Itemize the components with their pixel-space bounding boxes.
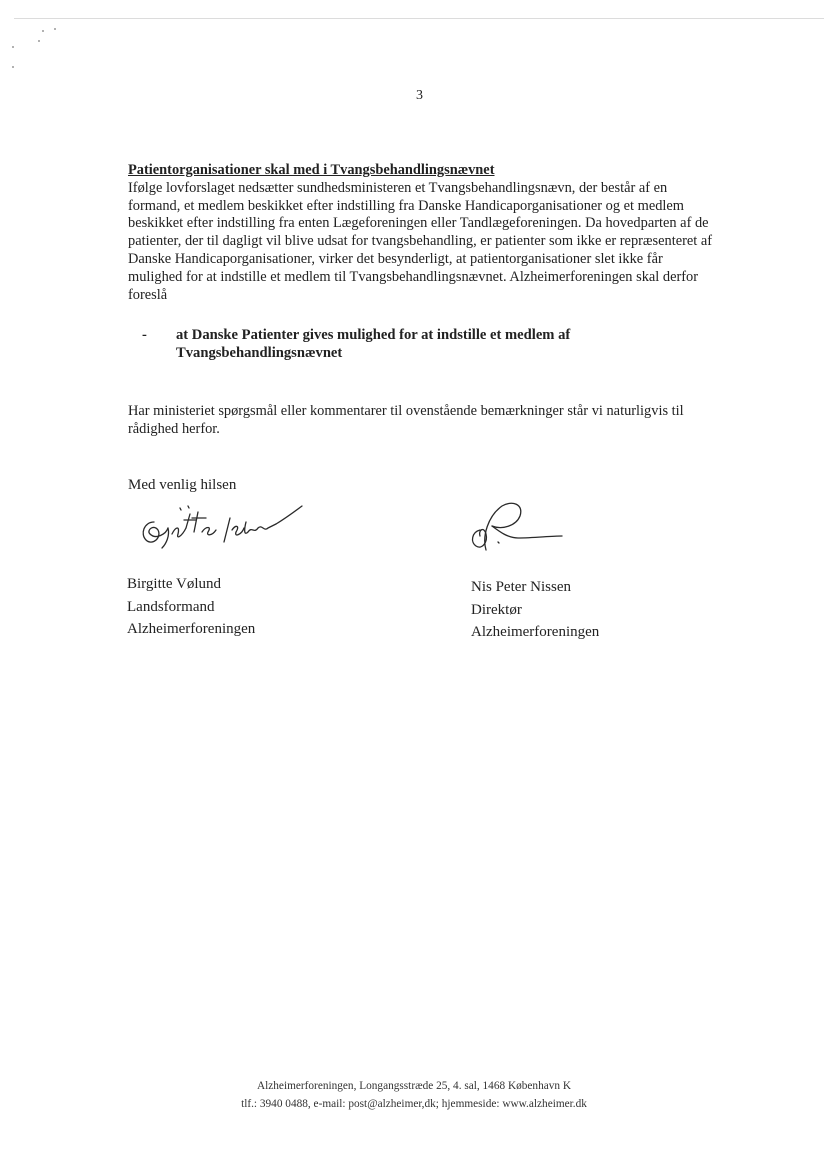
signature-birgitte-volund bbox=[136, 504, 306, 554]
signer-name: Nis Peter Nissen bbox=[471, 579, 571, 595]
footer-address: Alzheimerforeningen, Longangsstræde 25, 4. sal, 1468 København K bbox=[256, 1080, 572, 1092]
signer-organization: Alzheimerforeningen bbox=[471, 624, 600, 640]
signer-title: Landsformand bbox=[127, 598, 215, 615]
greeting: Med venlig hilsen bbox=[128, 476, 237, 493]
closing-question: Har ministeriet spørgsmål eller kommentarer til ovenstående bemærkninger står vi naturligvis til rådighed herfor. bbox=[128, 403, 684, 438]
page-number: 3 bbox=[416, 88, 423, 103]
letter-body bbox=[128, 162, 713, 495]
scan-speck bbox=[54, 28, 56, 30]
section-heading: Patientorganisationer skal med i Tvangsbehandlingsnævnet bbox=[128, 162, 495, 178]
scan-speck bbox=[12, 66, 14, 68]
letter-footer bbox=[0, 1077, 828, 1113]
scan-speck bbox=[42, 30, 44, 32]
signer-name: Birgitte Vølund bbox=[127, 576, 222, 592]
proposal-text: at Danske Patienter gives mulighed for at indstille et medlem af Tvangsbehandlingsnævnet bbox=[176, 327, 571, 362]
proposal-bullet bbox=[142, 326, 713, 362]
footer-contact: tlf.: 3940 0488, e-mail: post@alzheimer,dk; hjemmeside: www.alzheimer.dk bbox=[241, 1098, 587, 1110]
signer-right bbox=[471, 576, 599, 644]
signer-left bbox=[127, 573, 255, 641]
scan-speck bbox=[12, 46, 14, 48]
scan-speck bbox=[38, 40, 40, 42]
signer-organization: Alzheimerforeningen bbox=[127, 621, 256, 637]
bullet-dash: - bbox=[142, 327, 147, 344]
section-paragraph: Ifølge lovforslaget nedsætter sundhedsministeren et Tvangsbehandlingsnævn, der består af en formand, et medlem beskikket efter indstilling fra Danske Handicaporganisationer og et medlem beskikket efter indstilling fra enten Lægeforeningen eller Tandlægeforeningen. Da hovedparten af de patienter, der til dagligt vil blive udsat for tvangsbehandling, er patienter som ikke er repræsenteret af Danske Handicaporganisationer, virker det besynderligt, at patientorganisationer slet ikke får mulighed for at indstille et medlem til Tvangsbehandlingsnævnet. Alzheimerforeningen skal derfor foreslå bbox=[128, 179, 713, 303]
signature-nis-peter-nissen bbox=[458, 496, 568, 556]
signer-title: Direktør bbox=[471, 601, 522, 618]
page-top-rule bbox=[14, 18, 824, 19]
